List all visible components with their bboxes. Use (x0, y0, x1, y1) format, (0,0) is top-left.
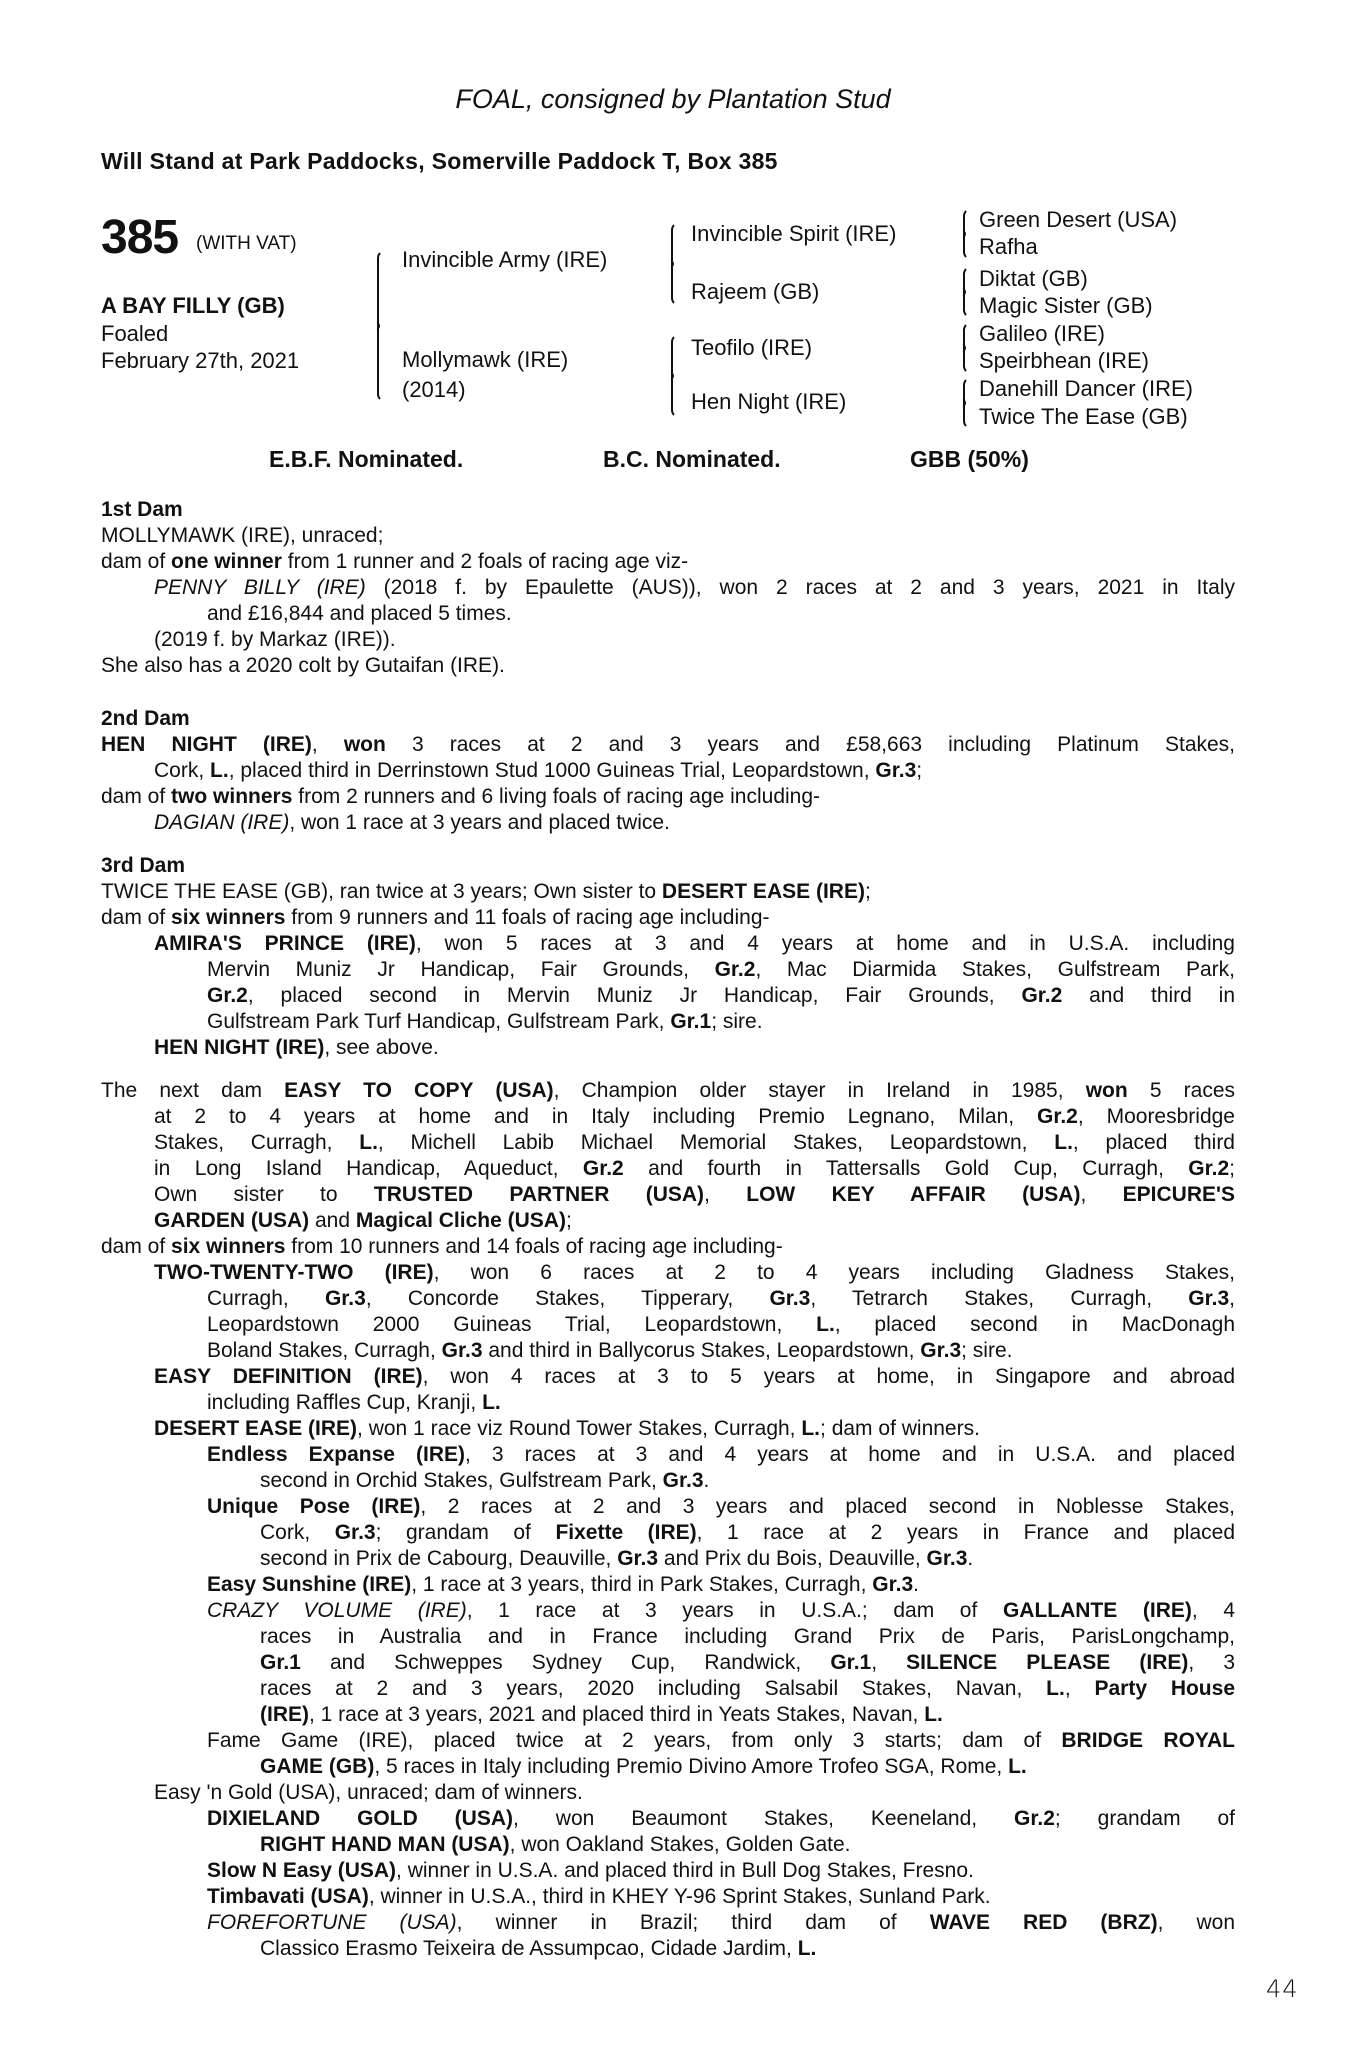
pedigree-gen3: Rajeem (GB) (691, 279, 820, 304)
bold-text: L. (1008, 1755, 1027, 1778)
text-line (260, 1546, 1235, 1572)
text-line (101, 653, 1235, 679)
bold-text: (IRE) (260, 1703, 309, 1726)
text-line (154, 1182, 1235, 1208)
text: , (871, 1651, 907, 1674)
pedigree-gen3: Teofilo (IRE) (691, 335, 813, 360)
text-line (207, 1806, 1235, 1832)
text-line (154, 1260, 1235, 1286)
text-line (207, 1910, 1235, 1936)
pedigree-entry (101, 1858, 1235, 1884)
pedigree-entry (101, 549, 1235, 575)
text-line (154, 1364, 1235, 1390)
pedigree-gen4: Twice The Ease (GB) (979, 404, 1188, 429)
text: , 3 races at 3 and 4 years at home and in U.S.A. and placed (465, 1443, 1236, 1466)
text: ; (864, 880, 871, 903)
text: , (1064, 1677, 1095, 1700)
text: Easy 'n Gold (USA), unraced; dam of winners. (154, 1781, 583, 1804)
text-line (207, 1312, 1235, 1338)
text: at 2 to 4 years at home and in Italy including Premio Legnano, Milan, (154, 1105, 1037, 1128)
pedigree-dam-year: (2014) (402, 377, 466, 402)
text: , won 6 races at 2 to 4 years including Gladness Stakes, (433, 1261, 1235, 1284)
text-line (260, 1650, 1235, 1676)
text-line (154, 1130, 1235, 1156)
pedigree-gen4: Speirbhean (IRE) (979, 348, 1149, 373)
text: Own sister to (154, 1183, 374, 1206)
text-line (260, 1676, 1235, 1702)
text: dam of (101, 1235, 172, 1258)
pedigree-brace (665, 222, 679, 306)
text: , 1 race at 3 years, third in Park Stakes, Curragh, (411, 1573, 873, 1596)
bold-text: DIXIELAND GOLD (USA) (207, 1807, 514, 1830)
bold-text: Gr.3 (920, 1339, 962, 1362)
bold-text: Gr.2 (582, 1157, 624, 1180)
text-line (154, 627, 1235, 653)
text: TWICE THE EASE (GB), ran twice at 3 years; Own sister to (101, 880, 662, 903)
bold-text: L. (801, 1417, 821, 1440)
pedigree-entry (101, 931, 1235, 1035)
text: , winner in U.S.A. and placed third in Bull Dog Stakes, Fresno. (396, 1859, 974, 1882)
text-line (207, 1572, 1235, 1598)
text: , 4 (1191, 1599, 1235, 1622)
bold-text: Gr.1 (670, 1010, 712, 1033)
text-line (154, 575, 1235, 601)
text: , placed second in MacDonagh (834, 1313, 1235, 1336)
text: , 3 (1188, 1651, 1236, 1674)
text: ; dam of winners. (820, 1417, 980, 1440)
text-line (154, 758, 1235, 784)
pedigree-entry (101, 1728, 1235, 1780)
bold-text: one winner (171, 550, 282, 573)
pedigree-brace (957, 266, 971, 318)
pedigree-entry (101, 879, 1235, 905)
bold-text: SILENCE PLEASE (IRE) (906, 1651, 1189, 1674)
text-line (101, 905, 1235, 931)
text: in Long Island Handicap, Aqueduct, (154, 1157, 583, 1180)
text: Mervin Muniz Jr Handicap, Fair Grounds, (207, 958, 715, 981)
text-line (154, 1208, 1235, 1234)
pedigree-entry (101, 1234, 1235, 1260)
text: and third in Ballycorus Stakes, Leopardstown, (482, 1339, 921, 1362)
pedigree-entry (101, 732, 1235, 784)
bold-text: Unique Pose (IRE) (207, 1495, 421, 1518)
italic-text: FOREFORTUNE (USA) (207, 1911, 457, 1934)
bold-text: L. (924, 1703, 943, 1726)
text-line (207, 601, 1235, 627)
vat-label: (WITH VAT) (196, 233, 297, 254)
bold-text: Gr.3 (872, 1573, 914, 1596)
bold-text: Gr.3 (662, 1469, 704, 1492)
text: Curragh, (207, 1287, 325, 1310)
pedigree-entry (101, 627, 1235, 653)
bold-text: TWO-TWENTY-TWO (IRE) (154, 1261, 434, 1284)
bold-text: WAVE RED (BRZ) (929, 1911, 1158, 1934)
page-number: 44 (1266, 1975, 1299, 2003)
text: Stakes, Curragh, (154, 1131, 360, 1154)
pedigree-entry (101, 905, 1235, 931)
horse-name: A BAY FILLY (GB) (101, 293, 285, 318)
text: and fourth in Tattersalls Gold Cup, Curragh, (623, 1157, 1189, 1180)
pedigree-entry (101, 1780, 1235, 1806)
bold-text: GALLANTE (IRE) (1002, 1599, 1192, 1622)
pedigree-entry (101, 1078, 1235, 1234)
bold-text: six winners (171, 906, 286, 929)
section-heading: 3rd Dam (101, 854, 186, 877)
text: from 2 runners and 6 living foals of racing age including- (292, 785, 821, 808)
text: , 1 race at 3 years in U.S.A.; dam of (466, 1599, 1003, 1622)
bold-text: L. (1054, 1131, 1073, 1154)
bold-text: six winners (171, 1235, 286, 1258)
bold-text: two winners (171, 785, 293, 808)
text-line (101, 732, 1235, 758)
italic-text: DAGIAN (IRE) (154, 811, 290, 834)
text-line (154, 1416, 1235, 1442)
bold-text: Gr.2 (1014, 1807, 1055, 1830)
pedigree-entry (101, 1910, 1235, 1962)
text-line (260, 1624, 1235, 1650)
text: , 1 race at 2 years in France and placed (696, 1521, 1236, 1544)
text: (2018 f. by Epaulette (AUS)), won 2 races at 2 and 3 years, 2021 in Italy (365, 576, 1235, 599)
bold-text: L. (359, 1131, 378, 1154)
bold-text: Timbavati (USA) (207, 1885, 369, 1908)
bold-text: Gr.2 (1188, 1157, 1230, 1180)
pedigree-entry (101, 1442, 1235, 1494)
pedigree-brace (957, 208, 971, 260)
bold-text: Endless Expanse (IRE) (207, 1443, 466, 1466)
bold-text: Gr.3 (617, 1547, 659, 1570)
text: and (309, 1209, 356, 1232)
text-line (260, 1936, 1235, 1962)
text: 3 races at 2 and 3 years and £58,663 including Platinum Stakes, (385, 733, 1236, 756)
pedigree-brace (665, 334, 679, 418)
text: , winner in Brazil; third dam of (456, 1911, 930, 1934)
first-dam-section (101, 497, 1235, 679)
bold-text: Gr.2 (207, 984, 248, 1007)
pedigree-brace (957, 377, 971, 429)
bold-text: GARDEN (USA) (154, 1209, 310, 1232)
foaled-label: Foaled (101, 321, 169, 346)
bold-text: EPICURE'S (1122, 1183, 1235, 1206)
pedigree-brace (371, 250, 385, 402)
text: , (1229, 1287, 1235, 1310)
text: , (1080, 1183, 1123, 1206)
pedigree-gen3: Hen Night (IRE) (691, 389, 847, 414)
text: Cork, (154, 759, 211, 782)
text: and Schweppes Sydney Cup, Randwick, (300, 1651, 831, 1674)
text: , won (1157, 1911, 1235, 1934)
pedigree-gen4: Magic Sister (GB) (979, 293, 1153, 318)
text: ; (565, 1209, 572, 1232)
text: MOLLYMAWK (IRE), unraced; (101, 524, 384, 547)
text-line (154, 1035, 1235, 1061)
text-line (154, 1156, 1235, 1182)
bold-text: Gr.3 (769, 1287, 811, 1310)
bold-text: Gr.3 (875, 759, 917, 782)
text-line (101, 523, 1235, 549)
bold-text: EASY TO COPY (USA) (284, 1079, 554, 1102)
text-line (207, 1338, 1235, 1364)
bold-text: won (343, 733, 386, 756)
bold-text: Party House (1094, 1677, 1235, 1700)
pedigree-gen3: Invincible Spirit (IRE) (691, 221, 897, 246)
bold-text: Gr.3 (324, 1287, 366, 1310)
text: , Champion older stayer in Ireland in 1985, (553, 1079, 1086, 1102)
text-line (207, 1598, 1235, 1624)
text: , won 5 races at 3 and 4 years at home and in U.S.A. including (415, 932, 1235, 955)
text: , (704, 1183, 747, 1206)
bold-text: HEN NIGHT (IRE) (101, 733, 312, 756)
text: , 5 races in Italy including Premio Divino Amore Trofeo SGA, Rome, (374, 1755, 1009, 1778)
bold-text: Gr.2 (1037, 1105, 1078, 1128)
text-line (101, 784, 1235, 810)
bold-text: Gr.2 (714, 958, 756, 981)
text: from 9 runners and 11 foals of racing age including- (285, 906, 770, 929)
bold-text: DESERT EASE (IRE) (154, 1417, 358, 1440)
bold-text: Easy Sunshine (IRE) (207, 1573, 412, 1596)
text: , see above. (324, 1036, 439, 1059)
text: , winner in U.S.A., third in KHEY Y-96 Sprint Stakes, Sunland Park. (368, 1885, 991, 1908)
stand-location: Will Stand at Park Paddocks, Somerville Paddock T, Box 385 (101, 148, 778, 174)
text: and £16,844 and placed 5 times. (207, 602, 512, 625)
pedigree-gen4: Danehill Dancer (IRE) (979, 376, 1193, 401)
text: ; (1229, 1157, 1235, 1180)
bold-text: EASY DEFINITION (IRE) (154, 1365, 423, 1388)
text-line (207, 983, 1235, 1009)
pedigree-entry (101, 1494, 1235, 1572)
text-line (207, 957, 1235, 983)
text: including Raffles Cup, Kranji, (207, 1391, 483, 1414)
pedigree-entry (101, 575, 1235, 627)
text-line (154, 1780, 1235, 1806)
bold-text: L. (210, 759, 229, 782)
bold-text: Gr.1 (830, 1651, 872, 1674)
text: , won 1 race viz Round Tower Stakes, Curragh, (357, 1417, 802, 1440)
bold-text: Slow N Easy (USA) (207, 1859, 397, 1882)
text: , 2 races at 2 and 3 years and placed second in Noblesse Stakes, (420, 1495, 1235, 1518)
italic-text: PENNY BILLY (IRE) (154, 576, 366, 599)
text: , placed third (1072, 1131, 1235, 1154)
text: ; (916, 759, 923, 782)
text: Fame Game (IRE), placed twice at 2 years, from only 3 starts; dam of (207, 1729, 1062, 1752)
text: second in Orchid Stakes, Gulfstream Park, (260, 1469, 663, 1492)
text-line (260, 1832, 1235, 1858)
bold-text: TRUSTED PARTNER (USA) (373, 1183, 705, 1206)
bold-text: Fixette (IRE) (555, 1521, 697, 1544)
bold-text: BRIDGE ROYAL (1061, 1729, 1235, 1752)
pedigree-gen4: Diktat (GB) (979, 266, 1088, 291)
bold-text: Gr.3 (1188, 1287, 1230, 1310)
bold-text: DESERT EASE (IRE) (661, 880, 865, 903)
bold-text: L. (797, 1937, 817, 1960)
text: The next dam (101, 1079, 285, 1102)
pedigree-entry (101, 1806, 1235, 1858)
text: , Michell Labib Michael Memorial Stakes, Leopardstown, (377, 1131, 1055, 1154)
text: , (311, 733, 344, 756)
bold-text: L. (482, 1391, 501, 1414)
text-line (260, 1520, 1235, 1546)
bold-text: Gr.1 (260, 1651, 301, 1674)
pedigree-brace (957, 322, 971, 374)
pedigree-entry (101, 1884, 1235, 1910)
third-dam-section (101, 853, 1235, 1061)
text-line (207, 1494, 1235, 1520)
text: . (967, 1547, 974, 1570)
text: second in Prix de Cabourg, Deauville, (260, 1547, 618, 1570)
gbb-label: GBB (50%) (910, 446, 1029, 472)
section-heading: 1st Dam (101, 498, 183, 521)
text: and third in (1062, 984, 1235, 1007)
pedigree-sire: Invincible Army (IRE) (402, 247, 608, 272)
text: 5 races (1127, 1079, 1236, 1102)
foaled-date: February 27th, 2021 (101, 348, 300, 373)
bold-text: L. (816, 1313, 835, 1336)
italic-text: CRAZY VOLUME (IRE) (207, 1599, 467, 1622)
bold-text: Magical Cliche (USA) (355, 1209, 566, 1232)
pedigree-entry (101, 1572, 1235, 1598)
text-line (207, 1442, 1235, 1468)
bold-text: L. (1046, 1677, 1065, 1700)
text: Cork, (260, 1521, 335, 1544)
text: . (703, 1469, 710, 1492)
bold-text: LOW KEY AFFAIR (USA) (746, 1183, 1081, 1206)
pedigree-entry (101, 1598, 1235, 1728)
text: ; grandam of (375, 1521, 556, 1544)
text-line (207, 1858, 1235, 1884)
text-line (101, 1234, 1235, 1260)
bold-text: AMIRA'S PRINCE (IRE) (154, 932, 416, 955)
pedigree-entry (101, 1364, 1235, 1416)
pedigree-gen4: Galileo (IRE) (979, 321, 1105, 346)
pedigree-gen4: Green Desert (USA) (979, 207, 1178, 232)
text: , placed third in Derrinstown Stud 1000 Guineas Trial, Leopardstown, (228, 759, 876, 782)
second-dam-section (101, 706, 1235, 836)
bold-text: Gr.2 (1021, 984, 1063, 1007)
page-title: FOAL, consigned by Plantation Stud (455, 84, 891, 114)
text: races at 2 and 3 years, 2020 including Salsabil Stakes, Navan, (260, 1677, 1047, 1700)
pedigree-entry (101, 1260, 1235, 1364)
text: , won Beaumont Stakes, Keeneland, (513, 1807, 1015, 1830)
ebf-nomination: E.B.F. Nominated. (269, 446, 464, 472)
text: Leopardstown 2000 Guineas Trial, Leopardstown, (207, 1313, 817, 1336)
lot-number: 385 (101, 211, 179, 264)
bold-text: RIGHT HAND MAN (USA) (260, 1833, 510, 1856)
text: Gulfstream Park Turf Handicap, Gulfstream Park, (207, 1010, 671, 1033)
bold-text: Gr.3 (334, 1521, 376, 1544)
text: . (913, 1573, 919, 1596)
text-line (207, 1009, 1235, 1035)
next-dam-section (101, 1078, 1235, 1962)
pedigree-entry (101, 1416, 1235, 1442)
text-line (260, 1702, 1235, 1728)
text: dam of (101, 785, 172, 808)
pedigree-gen4: Rafha (979, 234, 1038, 259)
text: dam of (101, 550, 172, 573)
section-heading: 2nd Dam (101, 707, 190, 730)
text: , Mac Diarmida Stakes, Gulfstream Park, (755, 958, 1235, 981)
text: , Concorde Stakes, Tipperary, (365, 1287, 770, 1310)
text: ; grandam of (1054, 1807, 1236, 1830)
text-line (207, 1884, 1235, 1910)
pedigree-entry (101, 784, 1235, 810)
text-line (154, 810, 1235, 836)
text: dam of (101, 906, 172, 929)
text-line (260, 1754, 1235, 1780)
text: , won 1 race at 3 years and placed twice. (289, 811, 670, 834)
pedigree-entry (101, 653, 1235, 679)
text: , placed second in Mervin Muniz Jr Handicap, Fair Grounds, (247, 984, 1022, 1007)
text: , Tetrarch Stakes, Curragh, (810, 1287, 1189, 1310)
bold-text: HEN NIGHT (IRE) (154, 1036, 325, 1059)
text: , won Oakland Stakes, Golden Gate. (509, 1833, 851, 1856)
text: ; sire. (961, 1339, 1013, 1362)
text: from 10 runners and 14 foals of racing age including- (285, 1235, 783, 1258)
pedigree-dam: Mollymawk (IRE) (402, 347, 569, 372)
text-line (207, 1390, 1235, 1416)
text: , Mooresbridge (1077, 1105, 1235, 1128)
text: (2019 f. by Markaz (IRE)). (154, 628, 396, 651)
pedigree-entry (101, 523, 1235, 549)
text-line (154, 1104, 1235, 1130)
text-line (101, 879, 1235, 905)
text-line (101, 549, 1235, 575)
text-line (207, 1286, 1235, 1312)
text: , 1 race at 3 years, 2021 and placed third in Yeats Stakes, Navan, (309, 1703, 925, 1726)
text: Classico Erasmo Teixeira de Assumpcao, Cidade Jardim, (260, 1937, 798, 1960)
bold-text: Gr.3 (926, 1547, 968, 1570)
bold-text: Gr.3 (441, 1339, 483, 1362)
text-line (207, 1728, 1235, 1754)
text-line (260, 1468, 1235, 1494)
pedigree-entry (101, 1035, 1235, 1061)
text: She also has a 2020 colt by Gutaifan (IRE). (101, 654, 505, 677)
text: races in Australia and in France including Grand Prix de Paris, ParisLongchamp, (260, 1625, 1235, 1648)
text: , won 4 races at 3 to 5 years at home, in Singapore and abroad (422, 1365, 1236, 1388)
text: Boland Stakes, Curragh, (207, 1339, 442, 1362)
text: and Prix du Bois, Deauville, (658, 1547, 927, 1570)
text: ; sire. (711, 1010, 763, 1033)
bold-text: won (1085, 1079, 1128, 1102)
text-line (154, 931, 1235, 957)
text-line (101, 1078, 1235, 1104)
pedigree-entry (101, 810, 1235, 836)
text: from 1 runner and 2 foals of racing age viz- (281, 550, 689, 573)
bold-text: GAME (GB) (260, 1755, 375, 1778)
bc-nomination: B.C. Nominated. (603, 446, 781, 472)
